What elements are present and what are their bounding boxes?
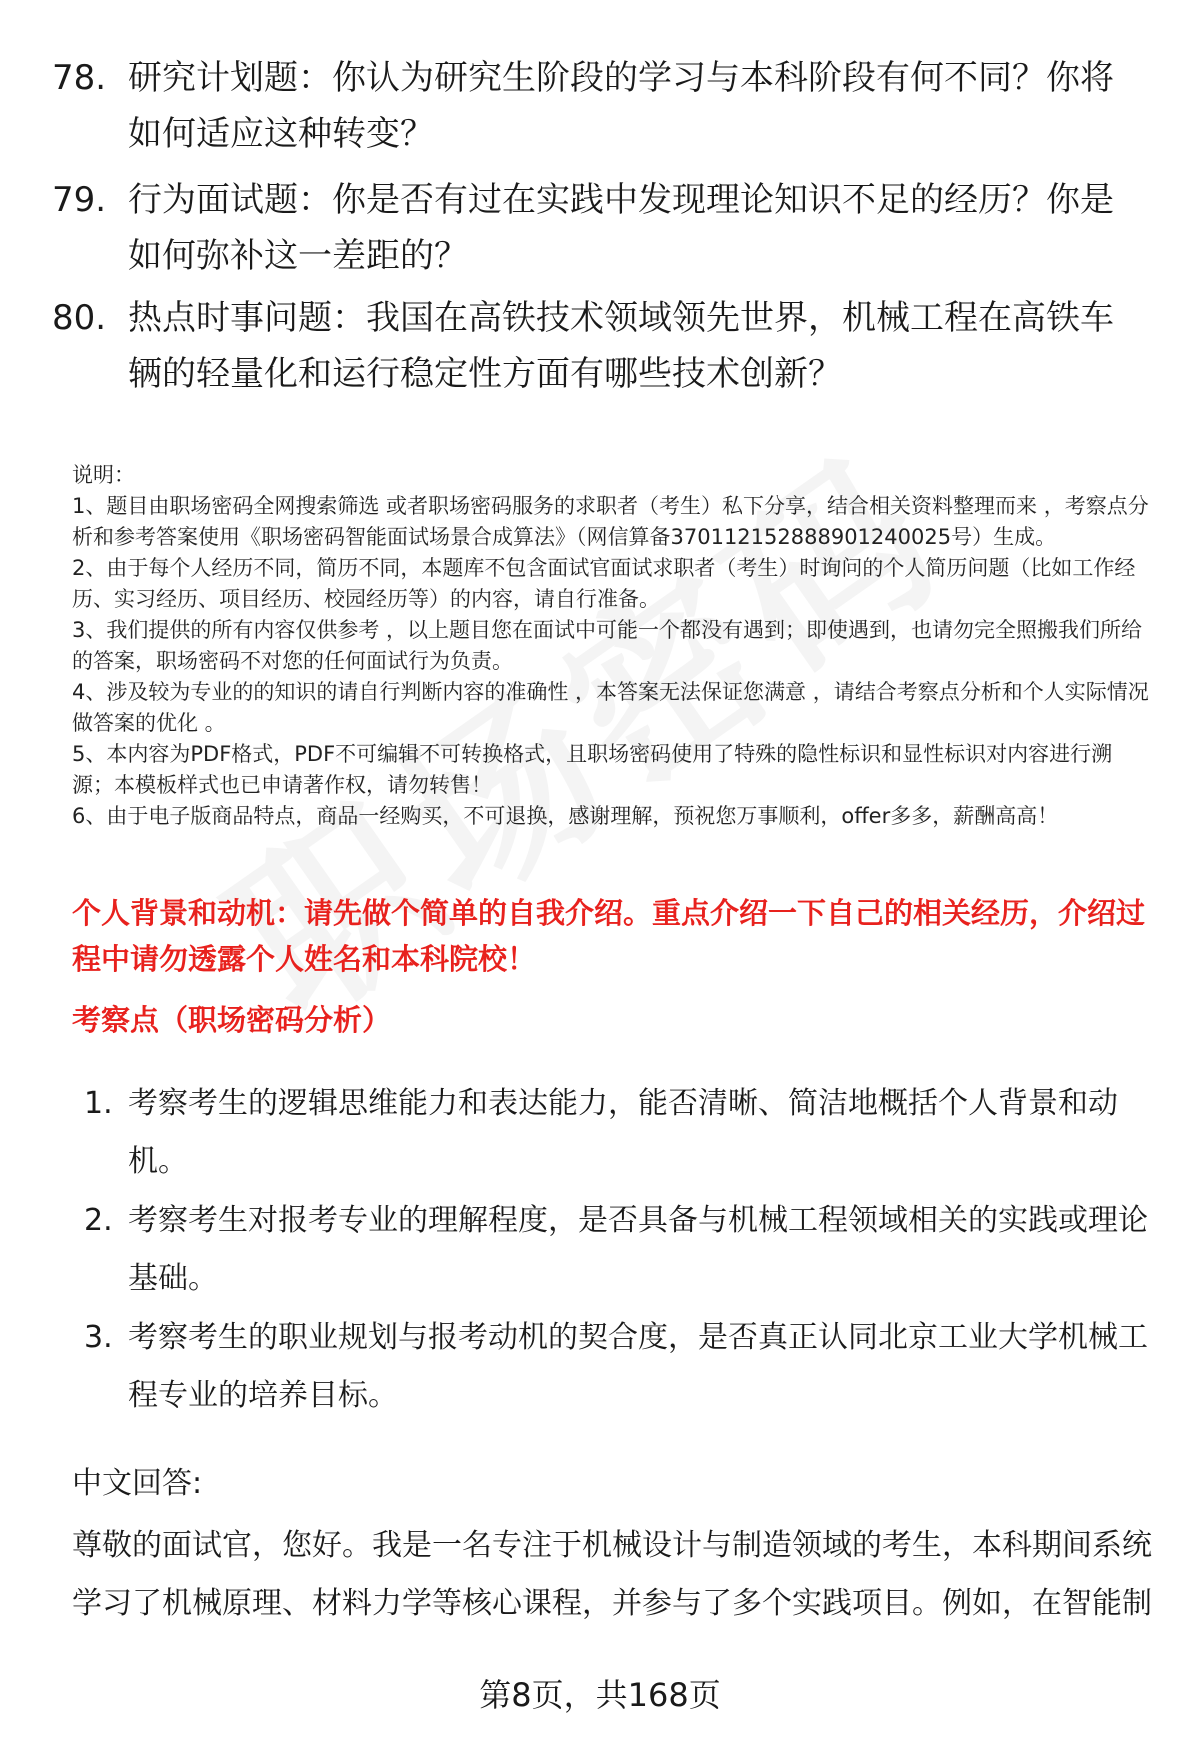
analysis-points	[72, 1075, 1152, 1426]
note-item: 1、题目由职场密码全网搜索筛选 或者职场密码服务的求职者（考生）私下分享，结合相关资料整理而来 ，考察点分析和参考答案使用《职场密码智能面试场景合成算法》（网信算备370112152888901240025号）生成。	[72, 494, 1149, 549]
question-number: 79.	[52, 180, 107, 220]
note-item: 3、我们提供的所有内容仅供参考 ，以上题目您在面试中可能一个都没有遇到；即使遇到，也请勿完全照搬我们所给的答案，职场密码不对您的任何面试行为负责。	[72, 618, 1143, 673]
point-text: 考察考生的逻辑思维能力和表达能力，能否清晰、简洁地概括个人背景和动机。	[128, 1086, 1118, 1179]
section-heading: 个人背景和动机：请先做个简单的自我介绍。重点介绍一下自己的相关经历，介绍过程中请勿透露个人姓名和本科院校！	[72, 896, 1146, 976]
note-item: 2、由于每个人经历不同，简历不同，本题库不包含面试官面试求职者（考生）时询问的个人简历问题（比如工作经历、实习经历、项目经历、校园经历等）的内容，请自行准备。	[72, 556, 1136, 611]
point-text: 考察考生对报考专业的理解程度，是否具备与机械工程领域相关的实践或理论基础。	[128, 1203, 1148, 1296]
question-text: 热点时事问题：我国在高铁技术领域领先世界，机械工程在高铁车辆的轻量化和运行稳定性方面有哪些技术创新？	[128, 298, 1114, 394]
page-footer: 第8页，共168页	[479, 1676, 721, 1714]
question-80	[52, 290, 1142, 402]
question-78	[52, 50, 1142, 162]
answer-label: 中文回答:	[72, 1466, 203, 1501]
note-item: 5、本内容为PDF格式，PDF不可编辑不可转换格式，且职场密码使用了特殊的隐性标识和显性标识对内容进行溯源；本模板样式也已申请著作权，请勿转售！	[72, 742, 1113, 797]
question-text: 研究计划题：你认为研究生阶段的学习与本科阶段有何不同？你将如何适应这种转变？	[128, 58, 1114, 154]
question-number: 80.	[52, 298, 107, 338]
analysis-point	[72, 1192, 1152, 1308]
point-number: 1.	[84, 1086, 113, 1121]
point-number: 2.	[84, 1203, 113, 1238]
point-number: 3.	[84, 1320, 113, 1355]
analysis-point	[72, 1075, 1152, 1191]
question-text: 行为面试题：你是否有过在实践中发现理论知识不足的经历？你是如何弥补这一差距的？	[128, 180, 1114, 276]
notes-title: 说明：	[72, 463, 135, 487]
analysis-heading: 考察点（职场密码分析）	[72, 1003, 392, 1037]
analysis-point	[72, 1309, 1152, 1425]
note-item: 4、涉及较为专业的的知识的请自行判断内容的准确性 ，本答案无法保证您满意 ，请结合考察点分析和个人实际情况做答案的优化 。	[72, 680, 1149, 735]
note-item: 6、由于电子版商品特点，商品一经购买，不可退换，感谢理解，预祝您万事顺利，offer多多，薪酬高高！	[72, 804, 1059, 828]
point-text: 考察考生的职业规划与报考动机的契合度，是否真正认同北京工业大学机械工程专业的培养目标。	[128, 1320, 1148, 1413]
disclaimer-notes	[72, 460, 1152, 832]
answer-text: 尊敬的面试官，您好。我是一名专注于机械设计与制造领域的考生，本科期间系统学习了机械原理、材料力学等核心课程，并参与了多个实践项目。例如，在智能制	[72, 1528, 1152, 1621]
question-79	[52, 172, 1142, 284]
question-number: 78.	[52, 58, 107, 98]
